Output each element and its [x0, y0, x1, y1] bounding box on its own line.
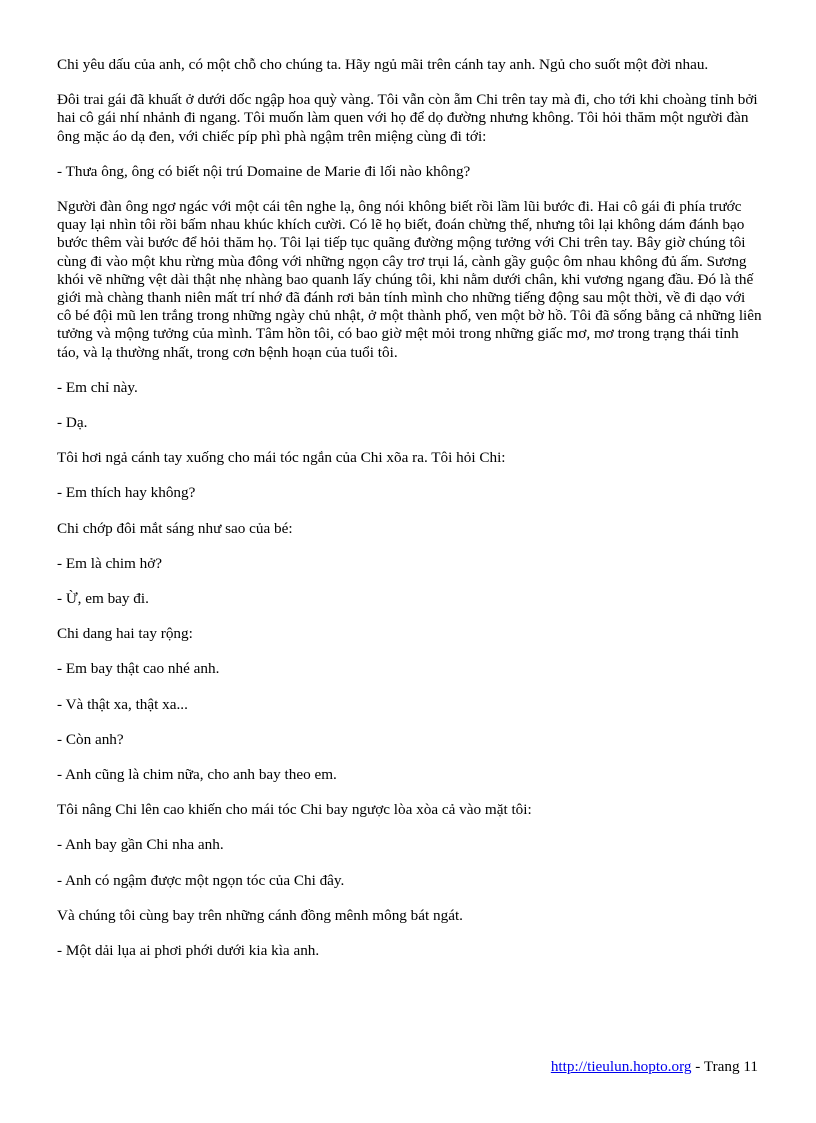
paragraph-1: Chi yêu dấu của anh, có một chỗ cho chúng ta. Hãy ngủ mãi trên cánh tay anh. Ngủ cho suốt một đời nhau. [57, 56, 709, 73]
paragraph-3: - Thưa ông, ông có biết nội trú Domaine de Marie đi lối nào không? [57, 162, 471, 180]
paragraph-14: - Và thật xa, thật xa... [57, 695, 188, 713]
source-link[interactable]: http://tieulun.hopto.org [550, 1058, 692, 1075]
page-number: - Trang 11 [691, 1058, 758, 1075]
paragraph-4: Người đàn ông ngơ ngác với một cái tên nghe lạ, ông nói không biết rồi lầm lũi bước đi. Hai cô gái đi phía trước quay lại nhìn tôi rồi bấm nhau khúc khích cười. Có lẽ họ biết, đoán chừng thế, nhưng tôi lại không dám đánh bạo bước thêm vài bước để hỏi thăm họ. Tôi lại tiếp tục quãng đường mộng tưởng với Chi trên tay. Bây giờ chúng tôi cùng đi vào một khu rừng mùa đông với những ngọn cây trơ trụi lá, cành gầy guộc ôm nhau không đủ ấm. Sương khói vẽ những vệt dài thật nhẹ nhàng bao quanh lấy chúng tôi, khi nằm dưới chân, khi vương ngang đầu. Đó là thế giới mà chàng thanh niên mất trí nhớ đã đánh rơi bản tính mình cho những tiếng động sau một thời, về đi dạo với cô bé đội mũ len trắng trong những ngày chủ nhật, ở một thành phố, ven một bờ hồ. Tôi đã sống bằng cả những liên tưởng và mộng tưởng của mình. Tâm hồn tôi, có bao giờ mệt mỏi trong những giấc mơ, mơ trong trạng thái tỉnh táo, và lạ thường nhất, trong cơn bệnh hoạn của tuổi tôi. [57, 198, 762, 361]
paragraph-15: - Còn anh? [57, 730, 124, 748]
page-footer [551, 1058, 758, 1076]
paragraph-5: - Em chỉ này. [57, 378, 138, 396]
paragraph-9: Chi chớp đôi mắt sáng như sao của bé: [57, 519, 293, 537]
paragraph-12: Chi dang hai tay rộng: [57, 625, 193, 643]
paragraph-6: - Dạ. [57, 414, 88, 432]
paragraph-13: - Em bay thật cao nhé anh. [57, 660, 220, 678]
paragraph-11: - Ừ, em bay đi. [57, 590, 149, 608]
paragraph-8: - Em thích hay không? [57, 484, 196, 502]
paragraph-21: - Một dải lụa ai phơi phới dưới kia kìa anh. [57, 942, 320, 960]
paragraph-18: - Anh bay gần Chi nha anh. [57, 836, 224, 854]
document-body [57, 56, 762, 977]
paragraph-16: - Anh cũng là chim nữa, cho anh bay theo em. [57, 766, 337, 784]
paragraph-19: - Anh có ngậm được một ngọn tóc của Chi đây. [57, 871, 345, 889]
paragraph-10: - Em là chim hở? [57, 554, 163, 572]
paragraph-20: Và chúng tôi cùng bay trên những cánh đồng mênh mông bát ngát. [57, 906, 463, 924]
paragraph-7: Tôi hơi ngả cánh tay xuống cho mái tóc ngắn của Chi xõa ra. Tôi hỏi Chi: [57, 449, 506, 467]
paragraph-2: Đôi trai gái đã khuất ở dưới dốc ngập hoa quỳ vàng. Tôi vẫn còn ẵm Chi trên tay mà đi, cho tới khi choàng tỉnh bởi hai cô gái nhí nhảnh đi ngang. Tôi muốn làm quen với họ để dọ đường nhưng không. Tôi hỏi thăm một người đàn ông mặc áo dạ đen, với chiếc píp phì phà ngậm trên miệng cùng đi tới: [57, 91, 758, 145]
paragraph-17: Tôi nâng Chi lên cao khiến cho mái tóc Chi bay ngược lòa xòa cả vào mặt tôi: [57, 801, 532, 819]
